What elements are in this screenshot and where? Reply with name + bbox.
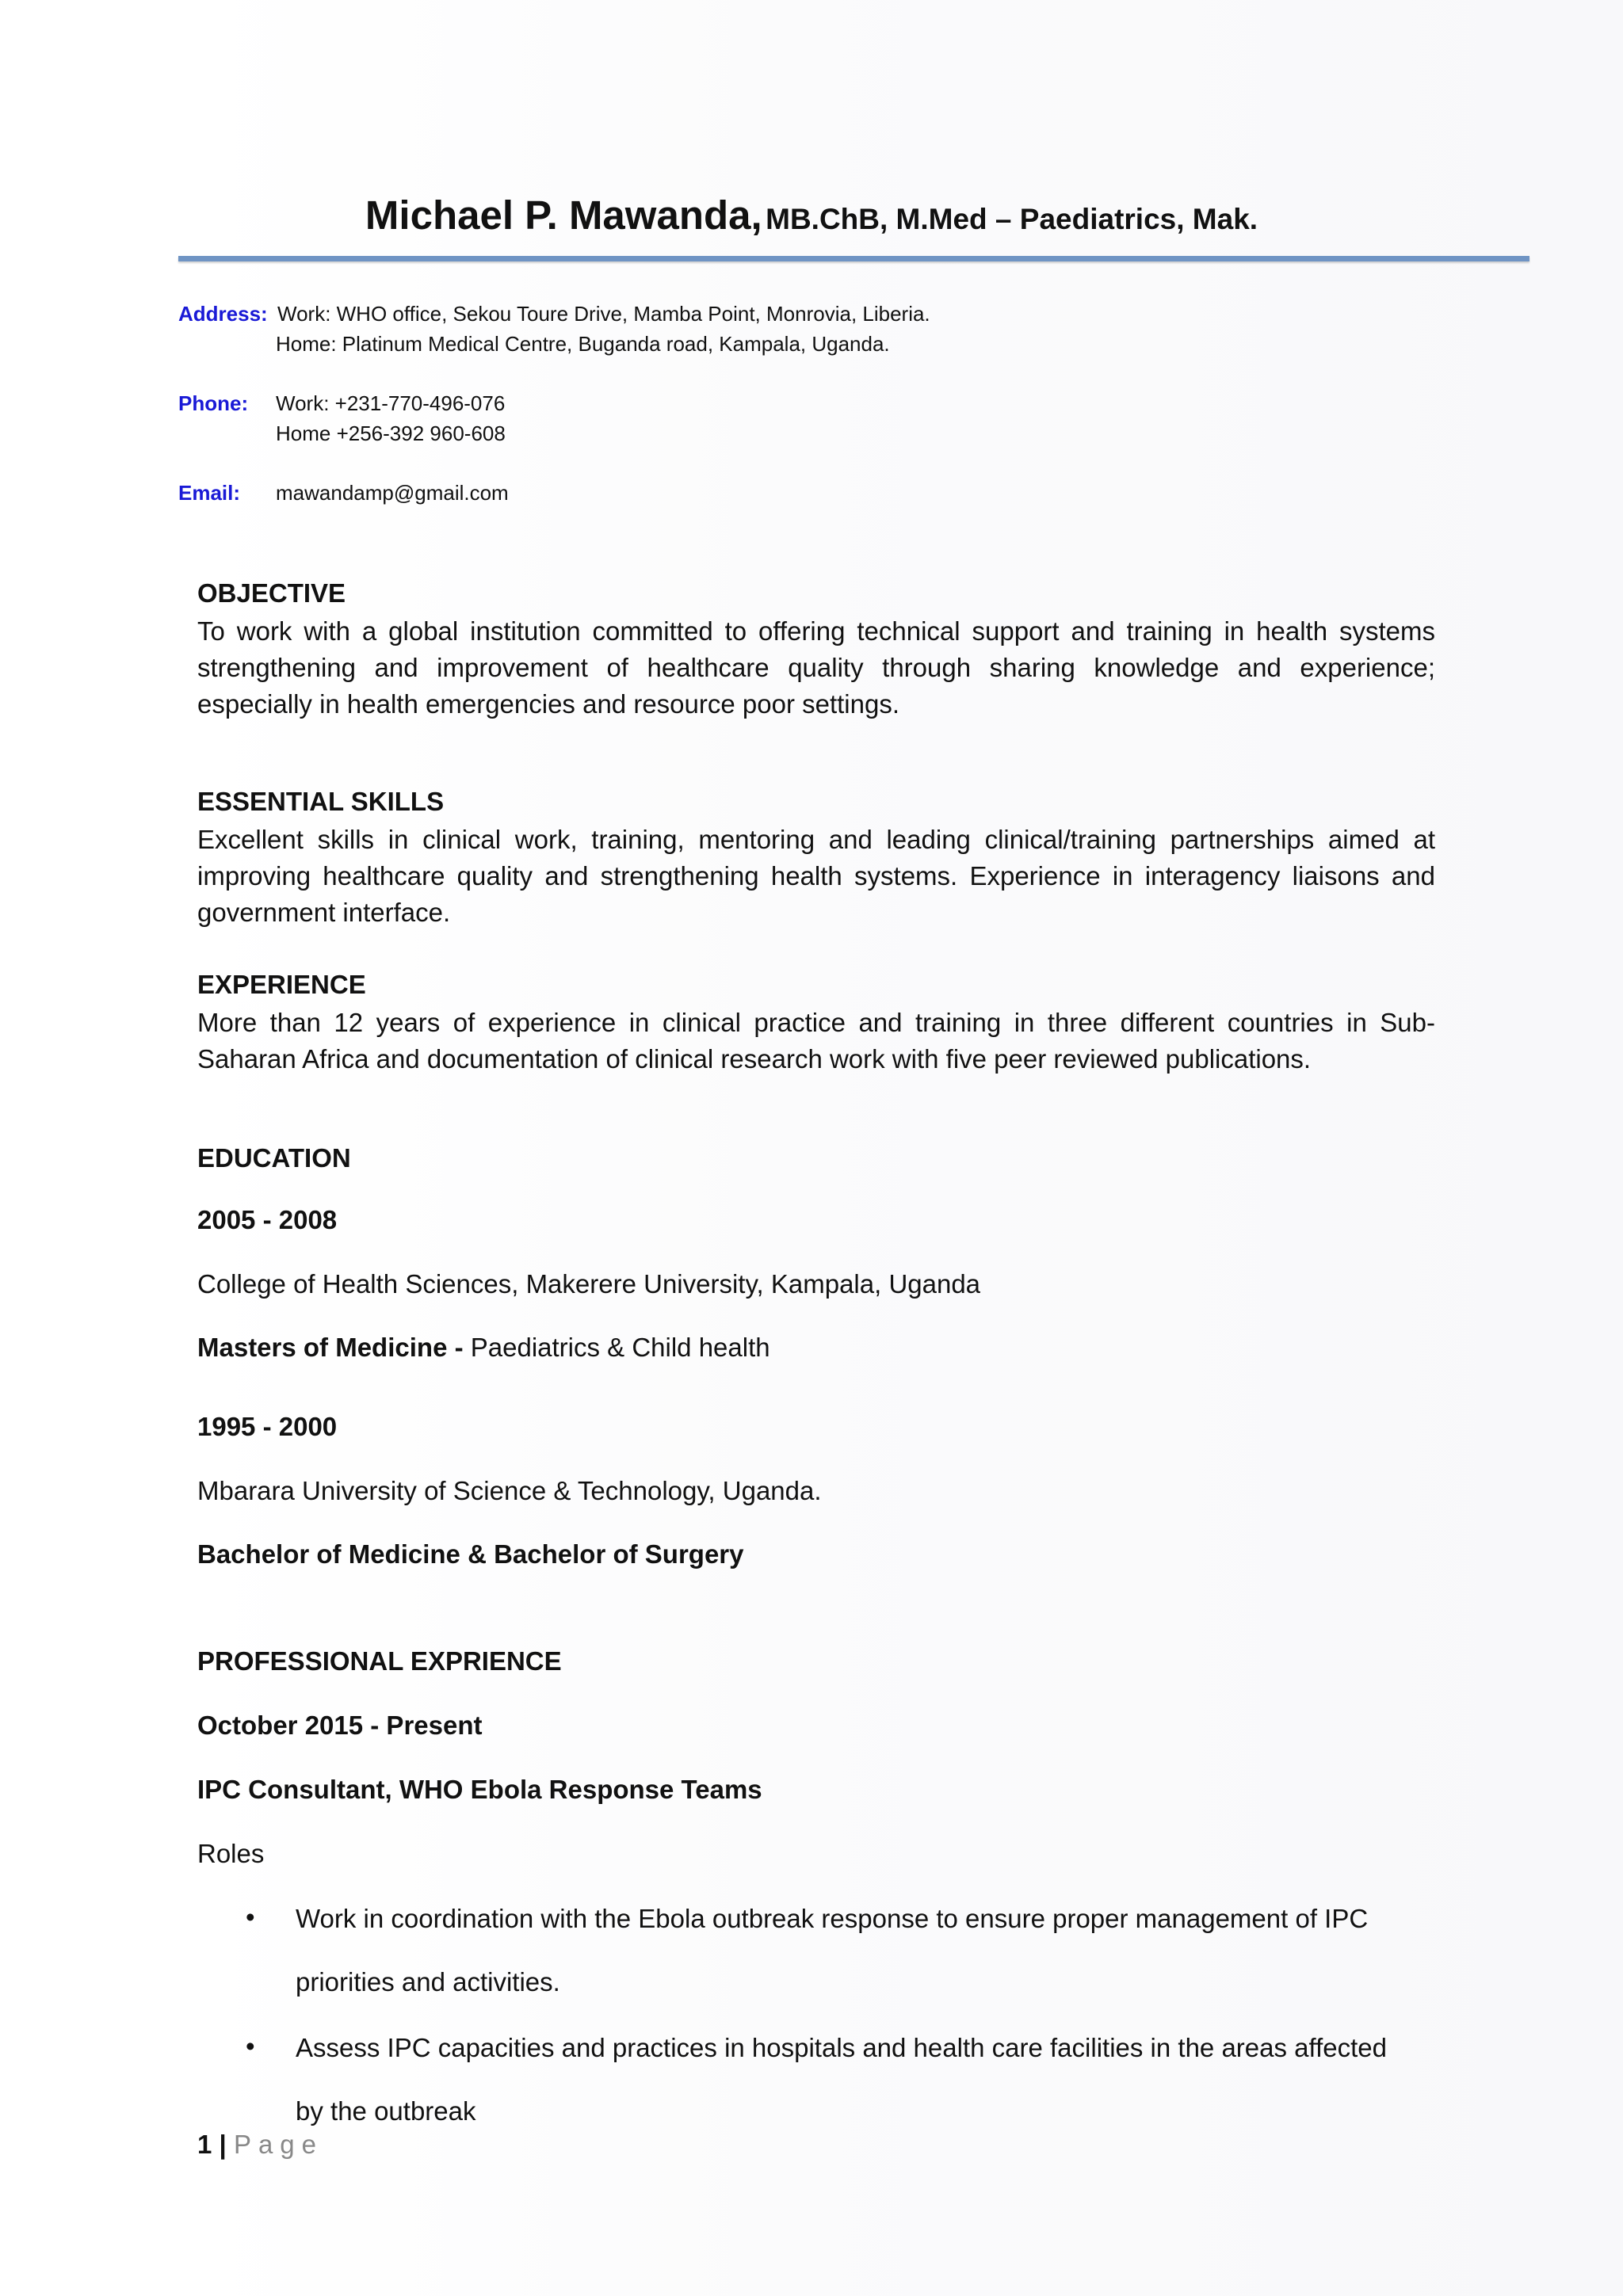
education-years: 1995 - 2000 (197, 1412, 338, 1441)
phone-home: Home +256-392 960-608 (276, 421, 506, 445)
email-label: Email: (178, 481, 241, 505)
education-heading: EDUCATION (197, 1143, 351, 1173)
candidate-name: Michael P. Mawanda, (365, 193, 762, 238)
job-period: October 2015 - Present (197, 1711, 483, 1740)
experience-heading: EXPERIENCE (197, 970, 366, 999)
degree-detail: Paediatrics & Child health (463, 1333, 770, 1362)
role-item-line: Assess IPC capacities and practices in hospitals and health care facilities in the areas affected (296, 2033, 1387, 2062)
skills-text: Excellent skills in clinical work, training, mentoring and leading clinical/training partnerships aimed at improving healthcare quality and strengthening health systems. Experience in interagency liaisons and government interface. (197, 825, 1435, 927)
education-degree (197, 1333, 770, 1363)
header-divider (178, 256, 1529, 261)
education-degree: Bachelor of Medicine & Bachelor of Surgery (197, 1539, 744, 1569)
professional-heading: PROFESSIONAL EXPRIENCE (197, 1646, 562, 1676)
role-item-line: priorities and activities. (296, 1967, 560, 1997)
phone-work: Work: +231-770-496-076 (276, 391, 506, 415)
job-position: IPC Consultant, WHO Ebola Response Teams (197, 1775, 762, 1804)
education-institution: Mbarara University of Science & Technology, Uganda. (197, 1476, 822, 1505)
bullet-icon: • (246, 1902, 255, 1932)
address-work: Work: WHO office, Sekou Toure Drive, Mamba Point, Monrovia, Liberia. (277, 302, 930, 326)
role-item-line: by the outbreak (296, 2096, 476, 2126)
skills-heading: ESSENTIAL SKILLS (197, 787, 445, 816)
phone-label: Phone: (178, 391, 249, 415)
page-footer (197, 2130, 323, 2160)
email-value: mawandamp@gmail.com (276, 481, 509, 505)
role-item-line: Work in coordination with the Ebola outbreak response to ensure proper management of IPC (296, 1904, 1369, 1933)
education-institution: College of Health Sciences, Makerere University, Kampala, Uganda (197, 1269, 981, 1299)
address-home: Home: Platinum Medical Centre, Buganda road, Kampala, Uganda. (276, 332, 890, 356)
objective-heading: OBJECTIVE (197, 578, 346, 608)
bullet-icon: • (246, 2031, 255, 2061)
candidate-qualifications: MB.ChB, M.Med – Paediatrics, Mak. (766, 203, 1258, 235)
resume-title (0, 192, 1623, 238)
experience-text: More than 12 years of experience in clinical practice and training in three different countries in Sub-Saharan Africa and documentation of clinical research work with five peer reviewed publications. (197, 1008, 1435, 1074)
degree-title: Masters of Medicine - (197, 1333, 464, 1362)
roles-label: Roles (197, 1839, 265, 1868)
address-label: Address: (178, 302, 268, 326)
page-word: Page (233, 2130, 324, 2159)
objective-text: To work with a global institution committed to offering technical support and training in health systems strengthening and improvement of healthcare quality through sharing knowledge and experience; especially in health emergencies and resource poor settings. (197, 616, 1435, 719)
education-years: 2005 - 2008 (197, 1205, 338, 1234)
page-number: 1 | (197, 2130, 227, 2159)
